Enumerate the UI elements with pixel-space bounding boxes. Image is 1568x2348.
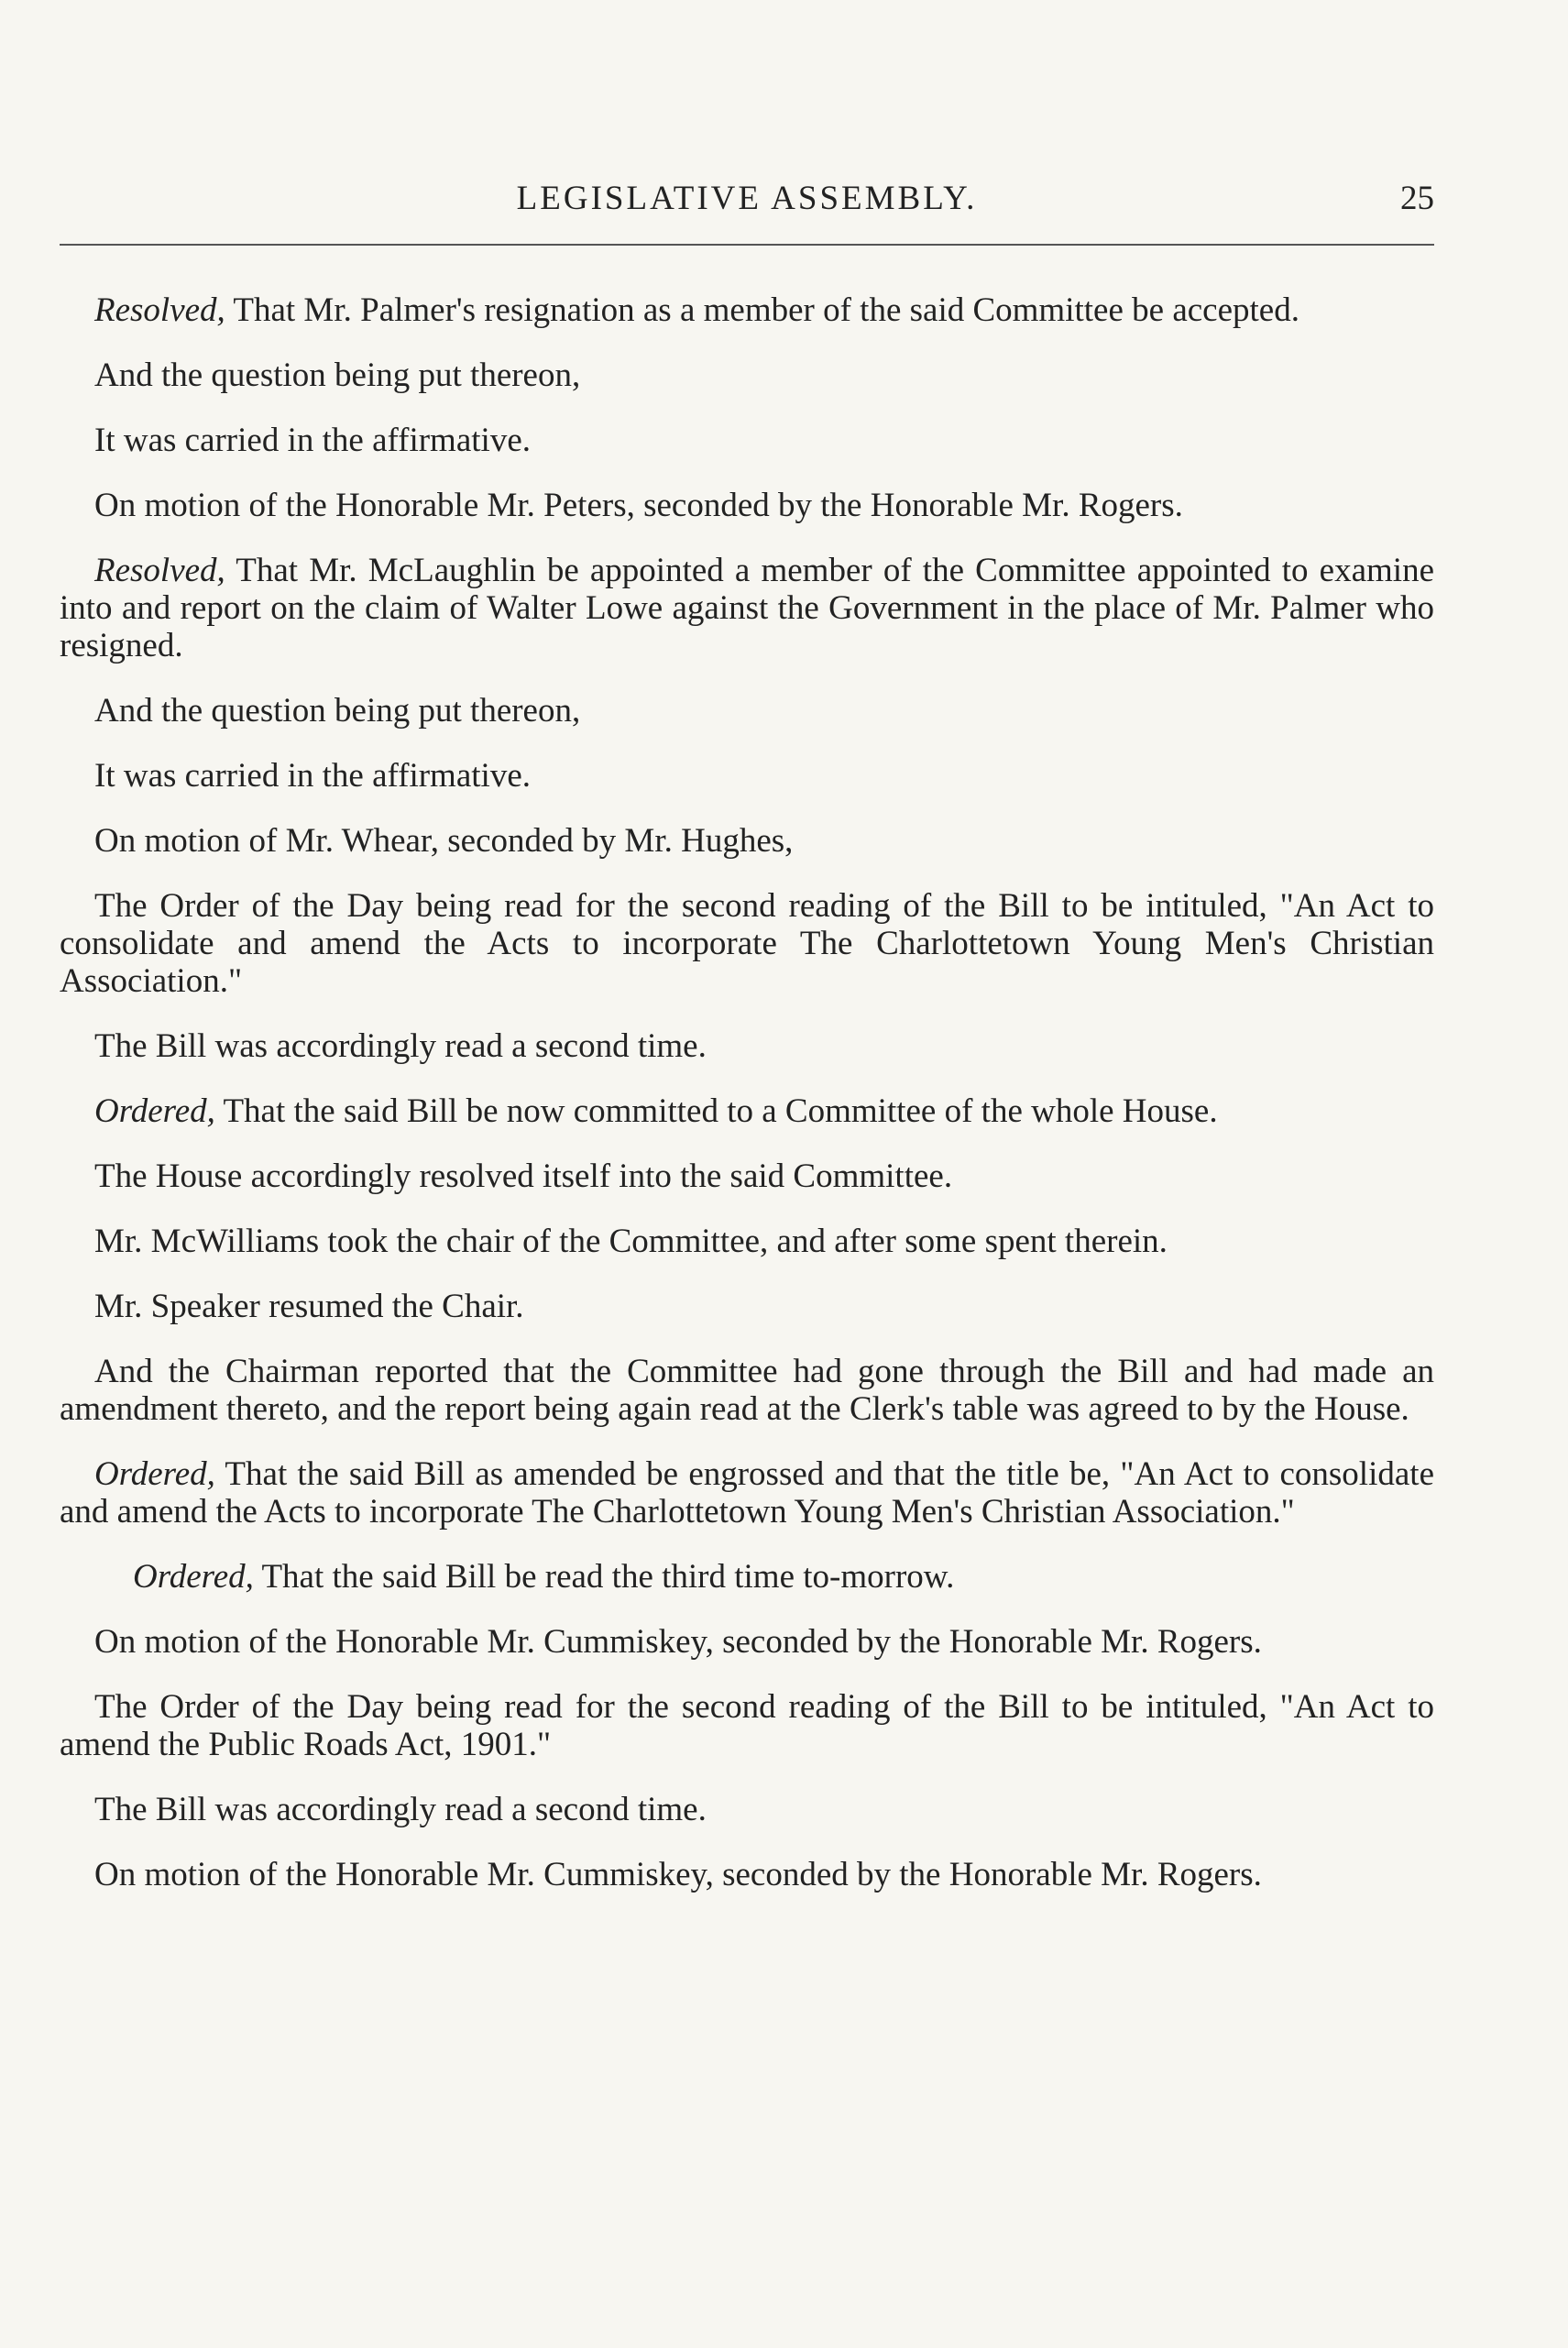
paragraph-text: And the question being put thereon, [94, 692, 581, 730]
paragraph-text: The Bill was accordingly read a second time. [94, 1791, 707, 1828]
paragraph-lead: Ordered, [94, 1455, 215, 1493]
paragraph-lead: Resolved, [94, 552, 225, 589]
paragraph [60, 822, 1434, 860]
page-number: 25 [1400, 180, 1434, 217]
paragraph-text: Mr. Speaker resumed the Chair. [94, 1288, 524, 1325]
paragraph-text: It was carried in the affirmative. [94, 757, 531, 795]
paragraph-text: On motion of the Honorable Mr. Peters, seconded by the Honorable Mr. Rogers. [94, 487, 1183, 524]
paragraph [60, 692, 1434, 730]
page-header [60, 176, 1434, 222]
paragraph-text: It was carried in the affirmative. [94, 422, 531, 459]
paragraph-text: Mr. McWilliams took the chair of the Committee, and after some spent therein. [94, 1223, 1168, 1260]
paragraph [60, 1791, 1434, 1828]
paragraph-text: On motion of the Honorable Mr. Cummiskey, seconded by the Honorable Mr. Rogers. [94, 1856, 1262, 1893]
paragraph-text: That Mr. McLaughlin be appointed a member of the Committee appointed to examine into and report on the claim of Walter Lowe against the Government in the place of Mr. Palmer who resigned. [60, 552, 1434, 664]
paragraph [60, 1623, 1434, 1661]
paragraph [60, 1223, 1434, 1260]
paragraph-text: And the Chairman reported that the Committee had gone through the Bill and had made an amendment thereto, and the report being again read at the Clerk's table was agreed to by the House. [60, 1353, 1434, 1428]
paragraph-text: And the question being put thereon, [94, 357, 581, 394]
paragraph [60, 1558, 1434, 1596]
paragraph [60, 887, 1434, 1000]
paragraph [60, 757, 1434, 795]
paragraph-text: That the said Bill as amended be engrossed and that the title be, "An Act to consolidate and amend the Acts to incorporate The Charlottetown Young Men's Christian Association." [60, 1455, 1434, 1531]
paragraph [60, 357, 1434, 394]
paragraph-text: The House accordingly resolved itself into the said Committee. [94, 1158, 953, 1195]
paragraph [60, 291, 1434, 329]
paragraph-text: The Order of the Day being read for the second reading of the Bill to be intituled, "An Act to consolidate and amend the Acts to incorporate The Charlottetown Young Men's Christian Association." [60, 887, 1434, 1000]
paragraph-lead: Ordered, [94, 1092, 215, 1130]
paragraph-text: That the said Bill be read the third time to-morrow. [253, 1558, 955, 1596]
paragraph-text: That the said Bill be now committed to a Committee of the whole House. [214, 1092, 1218, 1130]
paragraph [60, 1856, 1434, 1893]
paragraph-text: The Bill was accordingly read a second time. [94, 1027, 707, 1065]
paragraph-text: The Order of the Day being read for the second reading of the Bill to be intituled, "An Act to amend the Public Roads Act, 1901." [60, 1688, 1434, 1763]
paragraph [60, 1688, 1434, 1763]
paragraph [60, 1027, 1434, 1065]
header-rule [60, 244, 1434, 246]
paragraph-text: On motion of the Honorable Mr. Cummiskey, seconded by the Honorable Mr. Rogers. [94, 1623, 1262, 1661]
paragraph [60, 487, 1434, 524]
paragraph [60, 1092, 1434, 1130]
paragraph [60, 1288, 1434, 1325]
paragraph [60, 422, 1434, 459]
paragraph [60, 1158, 1434, 1195]
paragraph [60, 1455, 1434, 1531]
paragraph-lead: Ordered, [133, 1558, 254, 1596]
paragraph-text: That Mr. Palmer's resignation as a member of the said Committee be accepted. [225, 291, 1299, 329]
paragraph-lead: Resolved, [94, 291, 225, 329]
running-title: LEGISLATIVE ASSEMBLY. [516, 180, 978, 217]
paragraph [60, 552, 1434, 664]
paragraph-text: On motion of Mr. Whear, seconded by Mr. Hughes, [94, 822, 794, 860]
paragraph [60, 1353, 1434, 1428]
body-text [60, 291, 1434, 1921]
